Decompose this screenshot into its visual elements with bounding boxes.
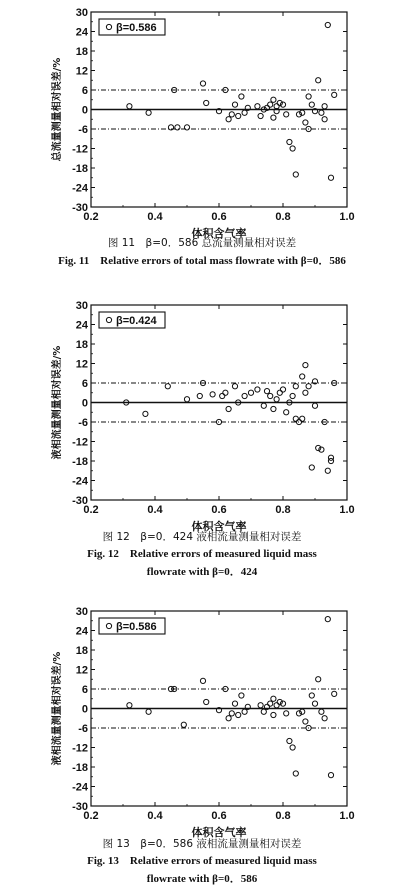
data-point (268, 393, 273, 398)
y-tick-label: -6 (78, 124, 88, 136)
data-point (290, 146, 295, 151)
y-tick-label: 12 (75, 664, 88, 677)
data-point (309, 465, 314, 470)
data-point (319, 110, 324, 115)
data-point (322, 716, 327, 721)
x-tick-label: 0.2 (83, 504, 99, 516)
data-point (328, 458, 333, 463)
data-point (312, 403, 317, 408)
data-point (226, 117, 231, 122)
data-point (316, 78, 321, 83)
data-point (293, 172, 298, 177)
y-axis-label: 液相流量测量相对误差/% (52, 651, 63, 766)
data-point (293, 384, 298, 389)
data-point (258, 113, 263, 118)
data-point (316, 677, 321, 682)
data-point (127, 703, 132, 708)
y-tick-label: 18 (75, 46, 88, 58)
x-tick-label: 1.0 (339, 211, 355, 223)
data-point (146, 110, 151, 115)
data-point (332, 92, 337, 97)
data-point (309, 102, 314, 107)
data-point (268, 102, 273, 107)
x-tick-label: 0.2 (83, 211, 99, 223)
x-tick-label: 0.6 (211, 810, 227, 822)
data-point (325, 468, 330, 473)
y-tick-label: -6 (78, 417, 88, 429)
data-point (242, 709, 247, 714)
y-tick-label: 30 (75, 300, 88, 312)
y-tick-label: -24 (72, 475, 88, 488)
y-tick-label: 0 (81, 104, 88, 117)
data-point (293, 416, 298, 421)
data-point (165, 384, 170, 389)
data-point (280, 387, 285, 392)
y-tick-label: -18 (72, 456, 88, 468)
y-tick-label: -12 (72, 143, 88, 156)
y-tick-label: -24 (72, 781, 88, 794)
data-point (146, 709, 151, 714)
data-point (322, 104, 327, 109)
y-tick-label: 12 (75, 358, 88, 371)
data-point (200, 678, 205, 683)
y-tick-label: 30 (75, 606, 88, 618)
chart-panel-1 (50, 7, 355, 267)
data-point (239, 693, 244, 698)
y-tick-label: 6 (81, 85, 88, 97)
data-point (303, 120, 308, 125)
y-tick-label: 0 (81, 703, 88, 716)
x-tick-label: 1.0 (339, 810, 355, 822)
data-point (181, 722, 186, 727)
data-point (261, 709, 266, 714)
x-tick-label: 0.4 (147, 504, 163, 516)
data-point (261, 403, 266, 408)
data-point (322, 117, 327, 122)
caption-english: flowrate with β=0．586 (146, 873, 258, 885)
data-point (226, 406, 231, 411)
legend-label: β=0.424 (116, 315, 157, 327)
data-point (223, 390, 228, 395)
data-point (236, 113, 241, 118)
data-point (287, 738, 292, 743)
data-point (255, 387, 260, 392)
y-tick-label: 24 (75, 625, 88, 638)
y-tick-label: -18 (72, 762, 88, 774)
data-point (268, 701, 273, 706)
data-point (325, 22, 330, 27)
y-tick-label: 18 (75, 645, 88, 657)
data-point (248, 390, 253, 395)
data-point (274, 703, 279, 708)
data-point (127, 104, 132, 109)
data-point (290, 745, 295, 750)
data-point (332, 691, 337, 696)
chart-panel-2 (50, 300, 355, 578)
data-point (220, 393, 225, 398)
y-tick-label: 30 (75, 7, 88, 19)
data-point (300, 416, 305, 421)
y-tick-label: -6 (78, 723, 88, 735)
y-tick-label: 24 (75, 319, 88, 332)
x-tick-label: 0.6 (211, 211, 227, 223)
y-tick-label: -18 (72, 163, 88, 175)
data-point (226, 716, 231, 721)
data-point (210, 392, 215, 397)
data-point (303, 390, 308, 395)
y-tick-label: 24 (75, 26, 88, 39)
data-point (197, 393, 202, 398)
data-point (143, 411, 148, 416)
data-point (284, 112, 289, 117)
data-point (236, 712, 241, 717)
data-point (306, 384, 311, 389)
legend-label: β=0.586 (116, 621, 157, 633)
data-point (271, 97, 276, 102)
y-tick-label: -24 (72, 182, 88, 195)
data-point (204, 699, 209, 704)
data-point (309, 693, 314, 698)
y-tick-label: -12 (72, 742, 88, 755)
x-tick-label: 1.0 (339, 504, 355, 516)
data-point (274, 397, 279, 402)
data-point (184, 397, 189, 402)
x-tick-label: 0.2 (83, 810, 99, 822)
data-point (271, 712, 276, 717)
y-tick-label: 18 (75, 339, 88, 351)
data-point (293, 771, 298, 776)
y-tick-label: -12 (72, 436, 88, 449)
data-point (319, 709, 324, 714)
data-point (328, 773, 333, 778)
data-point (290, 393, 295, 398)
data-point (287, 139, 292, 144)
data-point (184, 125, 189, 130)
data-point (232, 701, 237, 706)
data-point (175, 125, 180, 130)
x-tick-label: 0.8 (275, 504, 291, 516)
data-point (232, 102, 237, 107)
caption-english: flowrate with β=0．424 (146, 566, 258, 578)
caption-english: Fig. 11 Relative errors of total mass flowrate with β=0．586 (58, 255, 346, 267)
x-axis-label: 体积含气率 (191, 227, 247, 240)
data-point (303, 719, 308, 724)
caption-chinese: 图 11 β=0．586 总流量测量相对误差 (107, 237, 297, 249)
y-tick-label: 0 (81, 397, 88, 410)
legend-label: β=0.586 (116, 22, 157, 34)
data-point (328, 175, 333, 180)
data-point (303, 363, 308, 368)
y-tick-label: -30 (72, 801, 88, 813)
data-point (300, 374, 305, 379)
data-point (229, 112, 234, 117)
y-tick-label: 6 (81, 378, 88, 390)
caption-english: Fig. 12 Relative errors of measured liquid mass (87, 548, 317, 560)
caption-english: Fig. 13 Relative errors of measured liquid mass (87, 855, 317, 867)
data-point (264, 389, 269, 394)
data-point (232, 384, 237, 389)
caption-chinese: 图 12 β=0．424 液相流量测量相对误差 (102, 531, 302, 543)
data-point (200, 81, 205, 86)
y-tick-label: -30 (72, 495, 88, 507)
data-point (242, 393, 247, 398)
data-point (271, 115, 276, 120)
x-axis-label: 体积含气率 (191, 826, 247, 839)
y-axis-label: 液相流量测量相对误差/% (52, 345, 63, 460)
data-point (277, 390, 282, 395)
data-point (229, 711, 234, 716)
data-point (204, 100, 209, 105)
y-tick-label: -30 (72, 202, 88, 214)
x-tick-label: 0.4 (147, 211, 163, 223)
data-point (306, 94, 311, 99)
caption-chinese: 图 13 β=0．586 液相流量测量相对误差 (102, 838, 302, 850)
chart-panel-3 (50, 606, 355, 885)
data-point (239, 94, 244, 99)
data-point (325, 617, 330, 622)
data-point (242, 110, 247, 115)
x-tick-label: 0.8 (275, 211, 291, 223)
data-point (255, 104, 260, 109)
y-tick-label: 12 (75, 65, 88, 78)
data-point (284, 711, 289, 716)
data-point (284, 410, 289, 415)
y-tick-label: 6 (81, 684, 88, 696)
data-point (258, 703, 263, 708)
x-tick-label: 0.8 (275, 810, 291, 822)
x-tick-label: 0.6 (211, 504, 227, 516)
data-point (271, 406, 276, 411)
y-axis-label: 总流量测量相对误差/% (52, 57, 63, 162)
x-axis-label: 体积含气率 (191, 520, 247, 533)
data-point (271, 696, 276, 701)
x-tick-label: 0.4 (147, 810, 163, 822)
data-point (312, 701, 317, 706)
